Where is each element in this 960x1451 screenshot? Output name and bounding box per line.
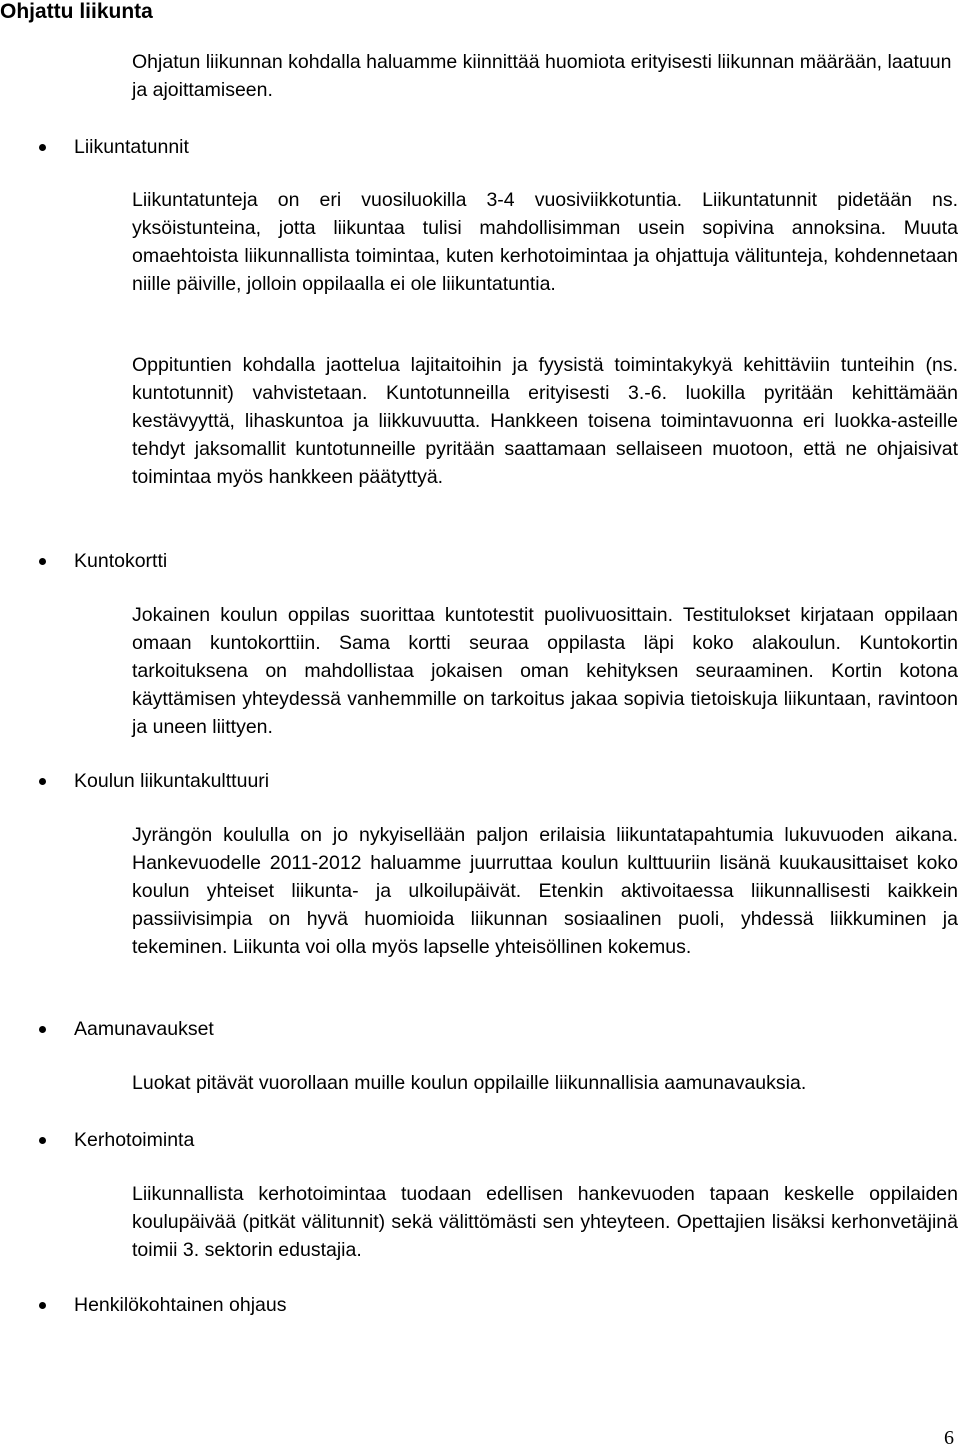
- bullet-label: Henkilökohtainen ohjaus: [74, 1294, 287, 1316]
- body-paragraph: Jokainen koulun oppilas suorittaa kuntotestit puolivuosittain. Testitulokset kirjataan oppilaan omaan kuntokorttiin. Sama kortti seuraa oppilasta läpi koko alakoulun. Kuntokortin tarkoituksena on mahdollistaa jokaisen oman kehityksen seuraaminen. Kortin kotona käyttämisen yhteydessä vanhemmille on tarkoitus jakaa sopivia tietoiskuja liikuntaan, ravintoon ja uneen liittyen.: [132, 604, 958, 738]
- bullet-icon: [39, 1302, 46, 1309]
- body-paragraph: Liikunnallista kerhotoimintaa tuodaan edellisen hankevuoden tapaan keskelle oppilaiden koulupäivää (pitkät välitunnit) sekä välittömästi sen yhteyteen. Opettajien lisäksi kerhonvetäjinä toimii 3. sektorin edustajia.: [132, 1183, 958, 1261]
- bullet-label: Koulun liikuntakulttuuri: [74, 770, 270, 792]
- page-number: 6: [944, 1427, 954, 1449]
- bullet-icon: [39, 558, 46, 565]
- bullet-icon: [39, 1026, 46, 1033]
- bullet-icon: [39, 1137, 46, 1144]
- body-paragraph: Luokat pitävät vuorollaan muille koulun oppilaille liikunnallisia aamunavauksia.: [132, 1072, 807, 1094]
- body-paragraph: Liikuntatunteja on eri vuosiluokilla 3-4 vuosiviikkotuntia. Liikuntatunnit pidetään ns. yksöistunteina, jotta liikuntaa tulisi mahdollisimman usein sopivina annoksina. Muuta omaehtoista liikunnallista toimintaa, kuten kerhotoimintaa ja ohjattuja välitunteja, kohdennetaan niille päiville, jolloin oppilaalla ei ole liikuntatuntia.: [132, 189, 958, 295]
- body-paragraph: Oppituntien kohdalla jaottelua lajitaitoihin ja fyysistä toimintakykyä kehittäviin tunteihin (ns. kuntotunnit) vahvistetaan. Kuntotunneilla erityisesti 3.-6. luokilla pyritään kehittämään kestävyyttä, lihaskuntoa ja liikkuvuutta. Hankkeen toisena toimintavuonna eri luokka-asteille tehdyt jaksomallit kuntotunneille pyritään saattamaan sellaiseen muotoon, että ne ohjaisivat toimintaa myös hankkeen päätyttyä.: [132, 354, 958, 488]
- intro-paragraph: Ohjatun liikunnan kohdalla haluamme kiinnittää huomiota erityisesti liikunnan määrään, laatuun ja ajoittamiseen.: [132, 51, 952, 101]
- bullet-label: Liikuntatunnit: [74, 136, 189, 158]
- bullet-label: Kuntokortti: [74, 550, 168, 572]
- bullet-icon: [39, 778, 46, 785]
- body-paragraph: Jyrängön koululla on jo nykyisellään paljon erilaisia liikuntatapahtumia lukuvuoden aikana. Hankevuodelle 2011-2012 haluamme juurruttaa koulun kulttuuriin lisänä kuukausittaiset koko koulun yhteiset liikunta- ja ulkoilupäivät. Etenkin aktivoitaessa liikunnallisesti kaikkein passiivisimpia on hyvä huomioida liikunnan sosiaalinen puoli, yhdessä liikkuminen ja tekeminen. Liikunta voi olla myös lapselle yhteisöllinen kokemus.: [132, 824, 958, 958]
- bullet-label: Kerhotoiminta: [74, 1129, 195, 1151]
- bullet-label: Aamunavaukset: [74, 1018, 214, 1040]
- bullet-icon: [39, 144, 46, 151]
- section-heading: Ohjattu liikunta: [0, 0, 153, 23]
